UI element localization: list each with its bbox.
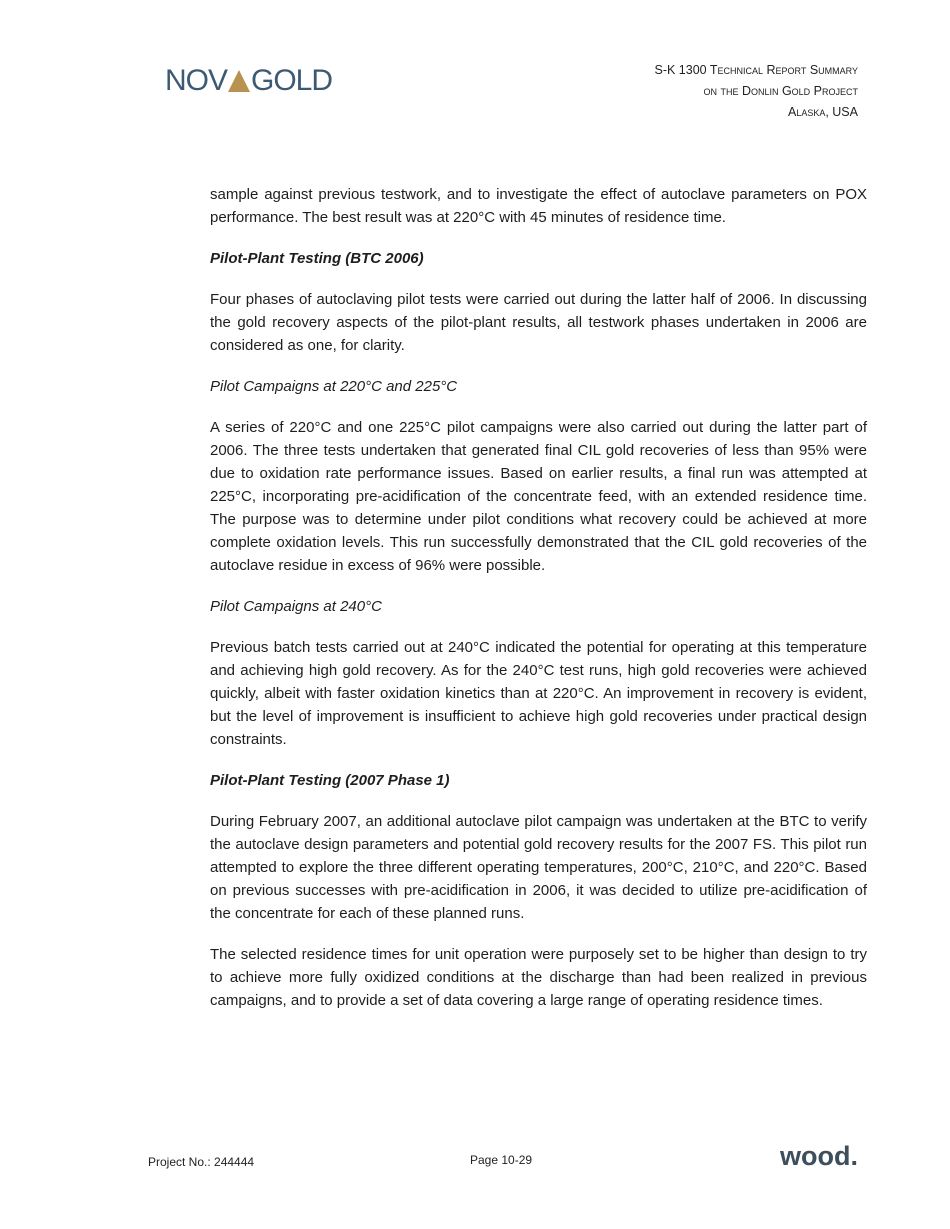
section-heading-2007-phase-1: Pilot-Plant Testing (2007 Phase 1)	[210, 772, 450, 789]
paragraph-240: Previous batch tests carried out at 240°C indicated the potential for operating at this temperature and achieving high gold recovery. As for the 240°C test runs, high gold recoveries were achieved quickly, albeit with faster oxidation kinetics than at 220°C. An improvement in recovery is evident, but the level of improvement is insufficient to achieve high gold recoveries under practical design constraints.	[210, 639, 867, 748]
report-header	[655, 60, 859, 123]
logo-text-b: GOLD	[251, 64, 333, 97]
logo-triangle-icon	[228, 70, 250, 92]
subheading-220-225: Pilot Campaigns at 220°C and 225°C	[210, 378, 458, 395]
page-number: Page 10-29	[470, 1153, 533, 1167]
paragraph-220-225: A series of 220°C and one 225°C pilot campaigns were also carried out during the latter part of 2006. The three tests undertaken that generated final CIL gold recoveries of less than 95% were due to oxidation rate performance issues. Based on earlier results, a final run was attempted at 225°C, incorporating pre-acidification of the concentrate feed, with an extended residence time. The purpose was to determine under pilot conditions what recovery could be achieved at more complete oxidation levels. This run successfully demonstrated that the CIL gold recoveries of the autoclave residue in excess of 96% were possible.	[210, 419, 867, 574]
header-line-3: Alaska, USA	[787, 105, 858, 119]
header-line-1: S-K 1300 Technical Report Summary	[654, 63, 858, 77]
paragraph-residence-times: The selected residence times for unit operation were purposely set to be higher than design to try to achieve more fully oxidized conditions at the discharge than had been realized in previous campaigns, and to provide a set of data covering a large range of operating residence times.	[210, 946, 867, 1009]
subheading-240: Pilot Campaigns at 240°C	[210, 598, 382, 615]
section-heading-btc-2006: Pilot-Plant Testing (BTC 2006)	[210, 250, 424, 267]
logo-text-a: NOV	[165, 64, 228, 97]
paragraph-btc-2006: Four phases of autoclaving pilot tests were carried out during the latter half of 2006. In discussing the gold recovery aspects of the pilot-plant results, all testwork phases undertaken in 2006 are considered as one, for clarity.	[210, 291, 867, 354]
wood-logo: wood.	[780, 1141, 858, 1171]
paragraph-2007-phase-1: During February 2007, an additional autoclave pilot campaign was undertaken at the BTC to verify the autoclave design parameters and potential gold recovery results for the 2007 FS. This pilot run attempted to explore the three different operating temperatures, 200°C, 210°C, and 220°C. Based on previous successes with pre-acidification in 2006, it was decided to utilize pre-acidification of the concentrate for each of these planned runs.	[210, 813, 867, 922]
project-number: Project No.: 244444	[148, 1155, 255, 1169]
header-line-2: on the Donlin Gold Project	[703, 84, 858, 98]
paragraph-continued: sample against previous testwork, and to investigate the effect of autoclave parameters on POX performance. The best result was at 220°C with 45 minutes of residence time.	[210, 186, 867, 226]
novagold-logo	[165, 64, 332, 98]
page-body	[210, 183, 867, 1012]
